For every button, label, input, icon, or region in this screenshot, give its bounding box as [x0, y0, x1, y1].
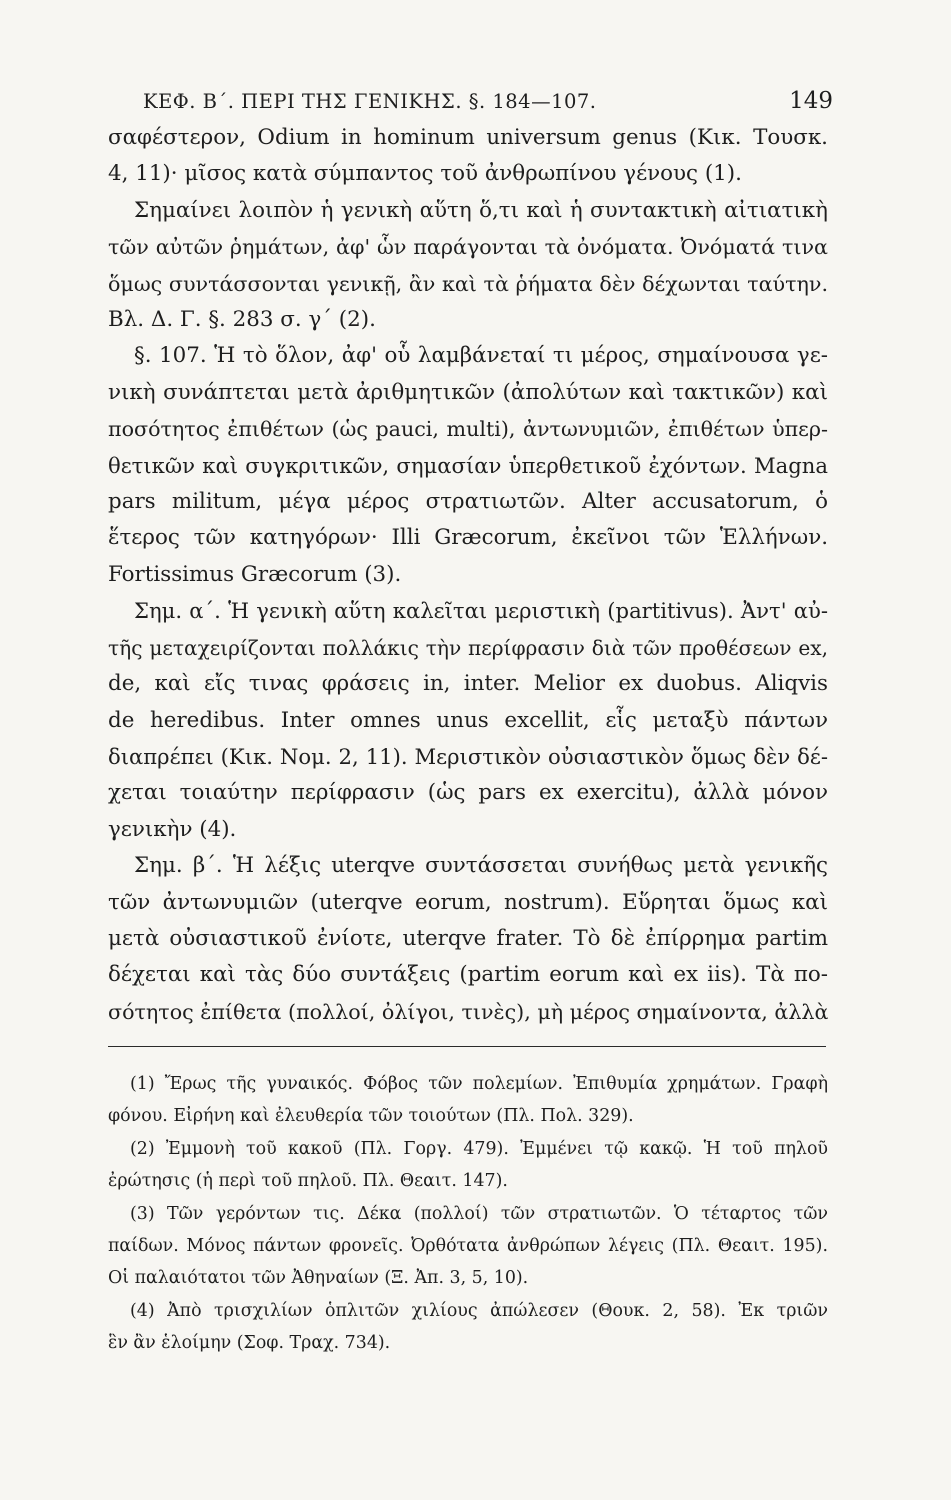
footnote-1: (1) Ἔρως τῆς γυναικός. Φόβος τῶν πολεμίων. Ἐπιθυμία χρημάτων. Γραφὴ	[130, 1074, 828, 1094]
body-line: Σημαίνει λοιπὸν ἡ γενικὴ αὕτη ὅ,τι καὶ ἡ συντακτικὴ αἰτιατικὴ	[134, 197, 828, 223]
page-number: 149	[789, 88, 833, 114]
body-line: Fortissimus Græcorum (3).	[108, 561, 402, 587]
body-line: 4, 11)· μῖσος κατὰ σύμπαντος τοῦ ἀνθρωπίνου γένους (1).	[108, 161, 742, 187]
body-line: σότητος ἐπίθετα (πολλοί, ὀλίγοι, τινὲς), μὴ μέρος σημαίνοντα, ἀλλὰ	[108, 999, 829, 1024]
footnote-2: (2) Ἐμμονὴ τοῦ κακοῦ (Πλ. Γοργ. 479). Ἐμμένει τῷ κακῷ. Ἡ τοῦ πηλοῦ	[130, 1138, 828, 1159]
body-line: Βλ. Δ. Γ. §. 283 σ. γ΄ (2).	[108, 307, 376, 333]
body-line: διαπρέπει (Κικ. Νομ. 2, 11). Μεριστικὸν οὐσιαστικὸν ὅμως δὲν δέ-	[108, 743, 828, 769]
running-head	[143, 88, 833, 114]
footnote-3: (3) Τῶν γερόντων τις. Δέκα (πολλοί) τῶν στρατιωτῶν. Ὁ τέταρτος τῶν	[130, 1203, 828, 1224]
footnotes	[108, 1068, 828, 1360]
body-line: σαφέστερον, Odium in hominum universum genus (Κικ. Τουσκ.	[108, 125, 828, 150]
footnote-line: ἐρώτησις (ἡ περὶ τοῦ πηλοῦ. Πλ. Θεαιτ. 147).	[108, 1171, 508, 1192]
body-text	[108, 120, 828, 1030]
footnote-line: παίδων. Μόνος πάντων φρονεῖς. Ὀρθότατα ἀνθρώπων λέγεις (Πλ. Θεαιτ. 195).	[108, 1236, 828, 1257]
body-line: νικὴ συνάπτεται μετὰ ἀριθμητικῶν (ἀπολύτων καὶ τακτικῶν) καὶ	[108, 379, 828, 405]
footnote-line: ἓν ἂν ἑλοίμην (Σοφ. Τραχ. 734).	[108, 1333, 391, 1354]
footnote-4: (4) Ἀπὸ τρισχιλίων ὁπλιτῶν χιλίους ἀπώλεσεν (Θουκ. 2, 58). Ἐκ τριῶν	[130, 1300, 828, 1321]
body-line: de heredibus. Inter omnes unus excellit, εἷς μεταξὺ πάντων	[108, 707, 828, 733]
body-line: τῶν ἀντωνυμιῶν (uterqve eorum, nostrum). Εὕρηται ὅμως καὶ	[108, 889, 828, 915]
body-line: ποσότητος ἐπιθέτων (ὡς pauci, multi), ἀντωνυμιῶν, ἐπιθέτων ὑπερ-	[108, 417, 828, 442]
body-line: ὅμως συντάσσονται γενικῇ, ἂν καὶ τὰ ῥήματα δὲν δέχωνται ταύτην.	[108, 271, 828, 296]
body-line: de, καὶ εἴς τινας φράσεις in, inter. Melior ex duobus. Aliqvis	[108, 671, 828, 697]
footnote-divider	[108, 1046, 826, 1047]
body-line: τῆς μεταχειρίζονται πολλάκις τὴν περίφρασιν διὰ τῶν προθέσεων ex,	[108, 635, 828, 660]
footnote-line: φόνου. Εἰρήνη καὶ ἐλευθερία τῶν τοιούτων (Πλ. Πολ. 329).	[108, 1106, 634, 1127]
body-line: μετὰ οὐσιαστικοῦ ἐνίοτε, uterqve frater. Τὸ δὲ ἐπίρρημα partim	[108, 925, 828, 951]
section-107-start: §. 107. Ἡ τὸ ὅλον, ἀφ' οὗ λαμβάνεταί τι μέρος, σημαίνουσα γε-	[134, 343, 828, 369]
body-line: τῶν αὐτῶν ῥημάτων, ἀφ' ὧν παράγονται τὰ ὀνόματα. Ὀνόματά τινα	[108, 235, 828, 260]
note-beta-start: Σημ. β΄. Ἡ λέξις uterqve συντάσσεται συνήθως μετὰ γενικῆς	[134, 853, 828, 879]
footnote-line: Οἱ παλαιότατοι τῶν Ἀθηναίων (Ξ. Ἀπ. 3, 5, 10).	[108, 1268, 529, 1289]
body-line: pars militum, μέγα μέρος στρατιωτῶν. Alter accusatorum, ὁ	[108, 489, 828, 515]
body-line: ἕτερος τῶν κατηγόρων· Illi Græcorum, ἐκεῖνοι τῶν Ἑλλήνων.	[108, 525, 828, 551]
body-line: θετικῶν καὶ συγκριτικῶν, σημασίαν ὑπερθετικοῦ ἐχόντων. Magna	[108, 452, 828, 478]
running-head-title: ΚΕΦ. Β΄. ΠΕΡΙ ΤΗΣ ΓΕΝΙΚΗΣ. §. 184—107.	[143, 90, 597, 113]
note-alpha-start: Σημ. α΄. Ἡ γενικὴ αὕτη καλεῖται μεριστικὴ (partitivus). Ἀντ' αὐ-	[134, 598, 828, 624]
body-line: γενικὴν (4).	[108, 816, 237, 842]
body-line: δέχεται καὶ τὰς δύο συντάξεις (partim eorum καὶ ex iis). Τὰ πο-	[108, 962, 828, 988]
body-line: χεται τοιαύτην περίφρασιν (ὡς pars ex exercitu), ἀλλὰ μόνον	[108, 780, 828, 806]
